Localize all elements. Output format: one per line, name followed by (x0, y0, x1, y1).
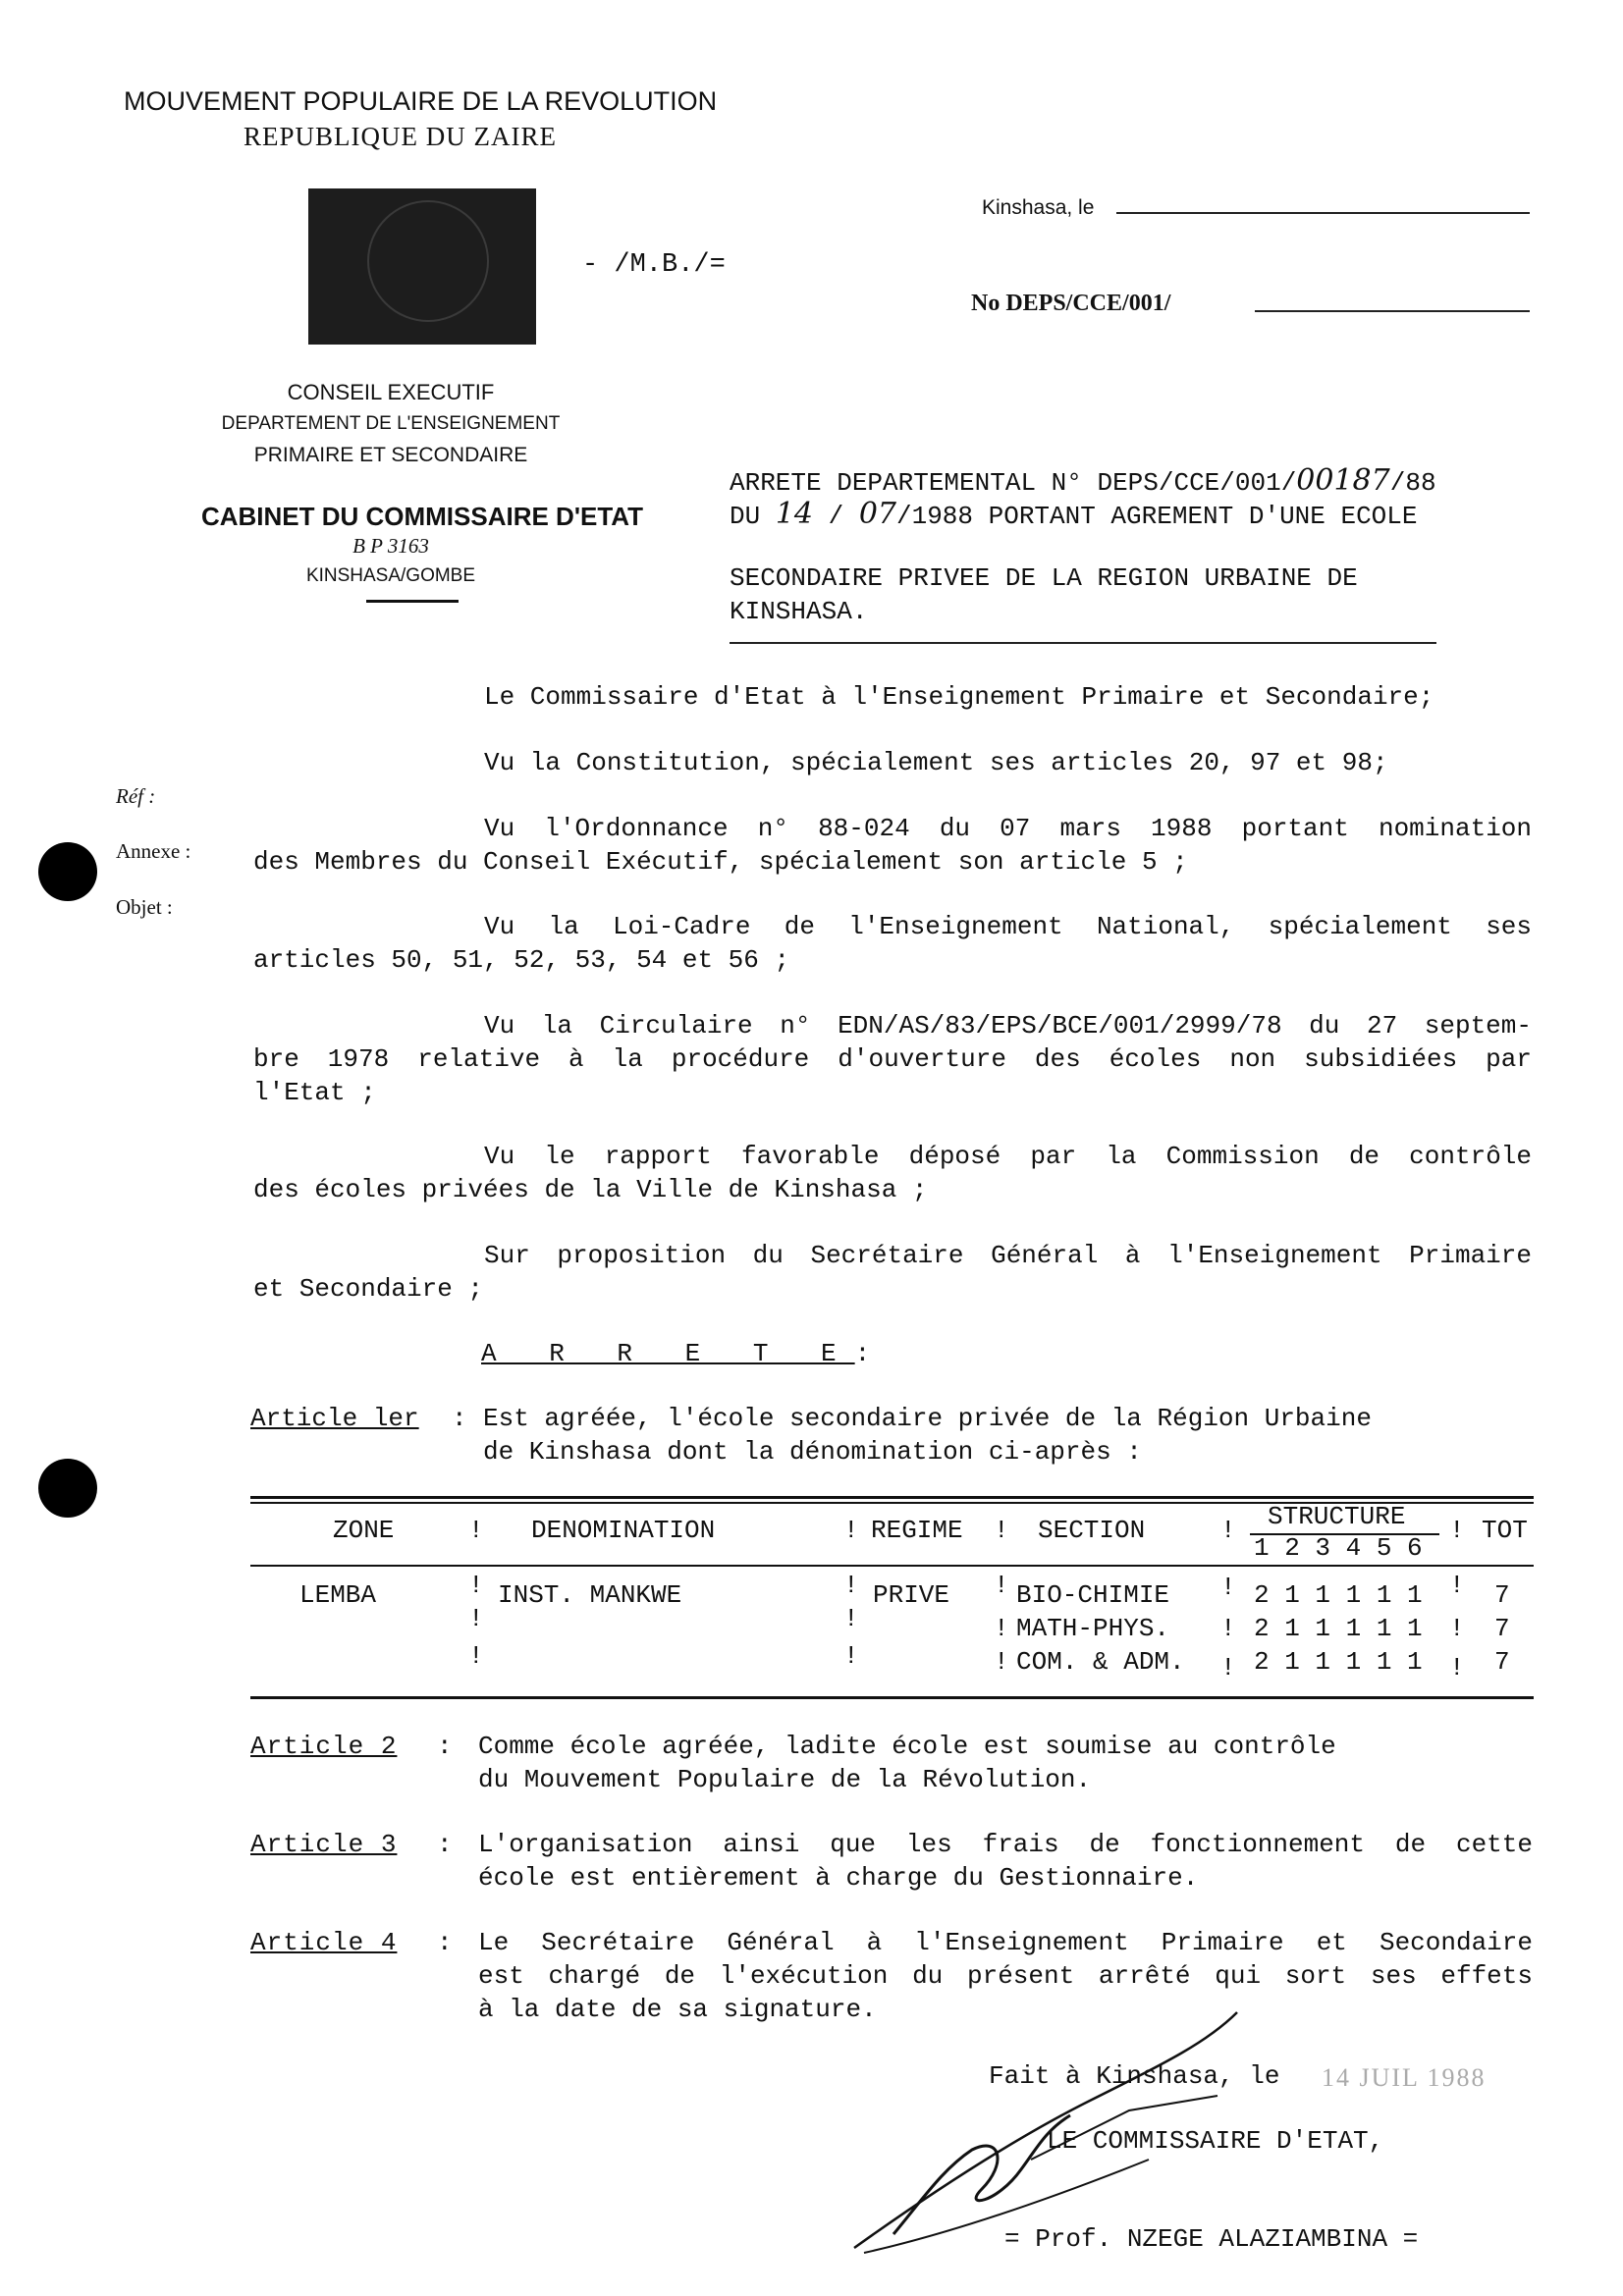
article-3 (250, 1828, 1534, 1896)
table-top-rule (250, 1496, 1534, 1499)
preamble-constitution: Vu la Constitution, spécialement ses articles 20, 97 et 98; (484, 748, 1388, 777)
signatory-name: = Prof. NZEGE ALAZIAMBINA = (1004, 2224, 1419, 2254)
paragraph-line: Le Secrétaire Général à l'Enseignement Primaire et Secondaire (478, 1928, 1533, 1957)
preamble-report (253, 1140, 1532, 1206)
title-line-3: SECONDAIRE PRIVEE DE LA REGION URBAINE DE (730, 563, 1358, 593)
title-text: /1988 PORTANT AGREMENT D'UNE ECOLE (896, 502, 1418, 531)
denomination-cell: INST. MANKWE (498, 1580, 682, 1610)
article-text: Est agréée, l'école secondaire privée de la Région Urbaine (483, 1404, 1372, 1433)
preamble-circular (253, 1009, 1532, 1109)
col-sep: ! (1220, 1614, 1236, 1643)
article-label: Article 3 (250, 1830, 398, 1859)
department-name: DEPARTEMENT DE L'ENSEIGNEMENT (221, 413, 561, 434)
paragraph-line: Vu l'Ordonnance n° 88-024 du 07 mars 1988 portant nomination (484, 814, 1532, 843)
paragraph-line: Vu la Loi-Cadre de l'Enseignement National, spécialement ses (484, 912, 1532, 941)
margin-object-label: Objet : (116, 895, 173, 919)
col-sep: ! (994, 1614, 1009, 1643)
title-text: / (813, 502, 859, 531)
col-sep: ! (843, 1641, 859, 1671)
title-line-4: KINSHASA. (730, 597, 868, 626)
date-blank-line (1116, 212, 1530, 214)
paragraph-line: école est entièrement à charge du Gestionnaire. (478, 1863, 1199, 1893)
section-cell: MATH-PHYS. (1016, 1614, 1170, 1643)
margin-ref-label: Réf : (116, 784, 156, 808)
col-sep: ! (1449, 1614, 1465, 1643)
paragraph-line: des écoles privées de la Ville de Kinshasa ; (253, 1175, 928, 1204)
regime-cell: PRIVE (873, 1580, 950, 1610)
place-date-label: Kinshasa, le (982, 196, 1095, 219)
header-total: TOT (1482, 1516, 1528, 1545)
date-stamp: 14 JUIL 1988 (1322, 2063, 1487, 2092)
preamble-ordinance (253, 812, 1532, 879)
col-sep: ! (468, 1604, 484, 1633)
preamble-proposal (253, 1239, 1532, 1306)
handwritten-month: 07 (858, 497, 896, 531)
article-colon: : (437, 1732, 453, 1761)
article-colon: : (437, 1830, 453, 1859)
punch-hole (38, 1459, 97, 1518)
section-cell: COM. & ADM. (1016, 1647, 1185, 1677)
col-sep: ! (468, 1516, 484, 1545)
zone-cell: LEMBA (299, 1580, 377, 1610)
article-text: du Mouvement Populaire de la Révolution. (478, 1765, 1092, 1794)
paragraph-line: L'organisation ainsi que les frais de fonctionnement de cette (478, 1830, 1533, 1859)
paragraph-line: à la date de sa signature. (478, 1995, 877, 2024)
col-sep: ! (843, 1571, 859, 1600)
arrete-heading (481, 1337, 870, 1370)
structure-cell: 2 1 1 1 1 1 (1254, 1580, 1423, 1610)
col-sep: ! (1220, 1573, 1236, 1602)
article-text: de Kinshasa dont la dénomination ci-après : (483, 1437, 1142, 1467)
arrete-colon: : (854, 1339, 871, 1368)
number-blank-line (1255, 310, 1530, 312)
paragraph-line: est chargé de l'exécution du présent arrêté qui sort ses effets (478, 1961, 1533, 1991)
paragraph-line: articles 50, 51, 52, 53, 54 et 56 ; (253, 945, 790, 975)
col-sep: ! (994, 1516, 1009, 1545)
article-text: Comme école agréée, ladite école est soumise au contrôle (478, 1732, 1336, 1761)
cabinet-name: CABINET DU COMMISSAIRE D'ETAT (200, 502, 644, 531)
paragraph-line: l'Etat ; (253, 1078, 376, 1107)
paragraph-line: des Membres du Conseil Exécutif, spécialement son article 5 ; (253, 847, 1188, 877)
header-rule (250, 1565, 1534, 1567)
paragraph-line: Vu le rapport favorable déposé par la Commission de contrôle (484, 1142, 1532, 1171)
paragraph-line: bre 1978 relative à la procédure d'ouverture des écoles non subsidiées par (253, 1044, 1532, 1074)
article-colon: : (452, 1404, 467, 1433)
republic-name: REPUBLIQUE DU ZAIRE (243, 122, 557, 151)
po-box: B P 3163 (352, 534, 429, 558)
article-label: Article 4 (250, 1928, 398, 1957)
mb-reference: - /M.B./= (582, 250, 726, 280)
col-sep: ! (468, 1641, 484, 1671)
col-sep: ! (468, 1571, 484, 1600)
col-sep: ! (1220, 1516, 1236, 1545)
structure-cell: 2 1 1 1 1 1 (1254, 1647, 1423, 1677)
paragraph-line: et Secondaire ; (253, 1274, 484, 1304)
title-underline (730, 642, 1436, 644)
city-name: KINSHASA/GOMBE (305, 565, 476, 586)
header-zone: ZONE (333, 1516, 395, 1545)
col-sep: ! (843, 1604, 859, 1633)
article-2 (250, 1730, 1534, 1798)
total-cell: 7 (1494, 1580, 1510, 1610)
title-text: ARRETE DEPARTEMENTAL N° DEPS/CCE/001/ (730, 468, 1297, 498)
movement-name: MOUVEMENT POPULAIRE DE LA REVOLUTION (124, 86, 718, 116)
col-sep: ! (1449, 1571, 1465, 1600)
article-label: Article ler (250, 1404, 419, 1433)
header-structure-years: 1 2 3 4 5 6 (1254, 1533, 1423, 1563)
handwritten-number: 00187 (1296, 463, 1390, 498)
table-bottom-rule (250, 1696, 1534, 1699)
department-subtitle: PRIMAIRE ET SECONDAIRE (253, 444, 528, 466)
section-cell: BIO-CHIMIE (1016, 1580, 1170, 1610)
seal-emblem (367, 200, 489, 322)
col-sep: ! (843, 1516, 859, 1545)
number-reference: No DEPS/CCE/001/ (971, 291, 1171, 316)
title-line-1 (730, 463, 1436, 498)
article-label: Article 2 (250, 1732, 398, 1761)
paragraph-line: Sur proposition du Secrétaire Général à l'Enseignement Primaire (484, 1241, 1532, 1270)
col-sep: ! (994, 1647, 1009, 1677)
divider (366, 600, 459, 603)
article-colon: : (437, 1928, 453, 1957)
title-line-2 (730, 497, 1418, 531)
schools-table (250, 1496, 1534, 1702)
handwritten-signature (835, 2002, 1286, 2258)
signatory-title: LE COMMISSAIRE D'ETAT, (1047, 2126, 1384, 2156)
done-at: Fait à Kinshasa, le (989, 2061, 1280, 2091)
total-cell: 7 (1494, 1647, 1510, 1677)
title-text: /88 (1389, 468, 1436, 498)
paragraph-line: Vu la Circulaire n° EDN/AS/83/EPS/BCE/001/2999/78 du 27 septem- (484, 1011, 1532, 1041)
col-sep: ! (1220, 1653, 1236, 1682)
col-sep: ! (1449, 1653, 1465, 1682)
header-section: SECTION (1038, 1516, 1146, 1545)
col-sep: ! (1449, 1516, 1465, 1545)
preamble-commissioner: Le Commissaire d'Etat à l'Enseignement Primaire et Secondaire; (484, 682, 1434, 712)
structure-cell: 2 1 1 1 1 1 (1254, 1614, 1423, 1643)
header-structure: STRUCTURE (1268, 1502, 1406, 1531)
handwritten-day: 14 (775, 497, 813, 531)
total-cell: 7 (1494, 1614, 1510, 1643)
col-sep: ! (994, 1571, 1009, 1600)
margin-annex-label: Annexe : (116, 839, 191, 863)
article-1 (250, 1402, 1534, 1470)
title-text: DU (730, 502, 776, 531)
preamble-loi-cadre (253, 910, 1532, 977)
council-name: CONSEIL EXECUTIF (287, 380, 495, 404)
punch-hole (38, 842, 97, 901)
header-regime: REGIME (871, 1516, 963, 1545)
header-denomination: DENOMINATION (531, 1516, 716, 1545)
article-text (478, 1828, 1533, 1895)
arrete-word: A R R E T E (481, 1339, 855, 1368)
